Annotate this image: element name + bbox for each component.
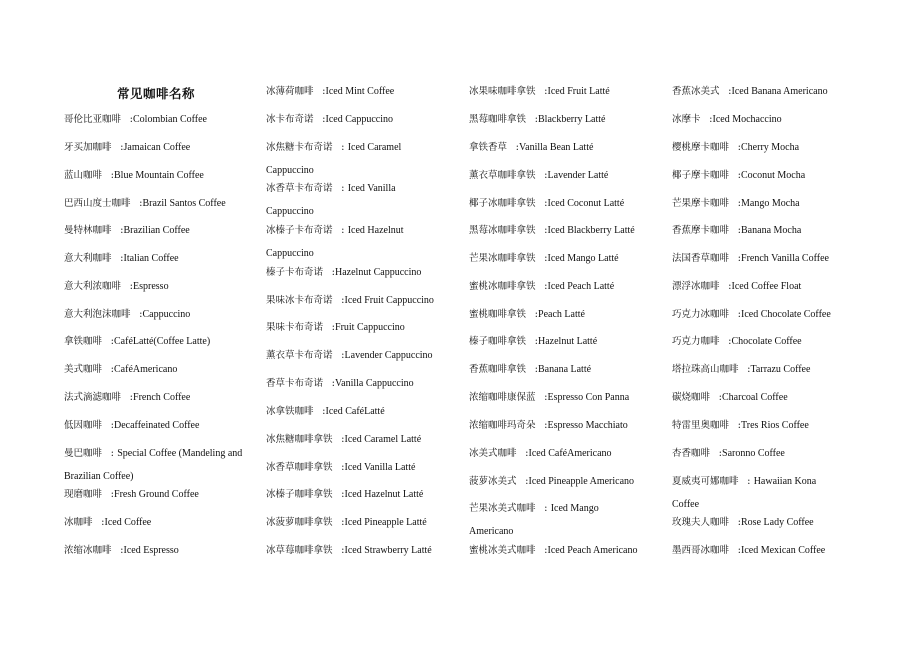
list-item: 薰衣草卡布奇诺 :Lavender Cappuccino — [266, 350, 433, 361]
list-item: 蜜桃冰美式咖啡 :Iced Peach Americano — [469, 545, 638, 556]
list-item: 浓缩冰咖啡 :Iced Espresso — [64, 545, 179, 556]
list-item: 冰果味咖啡拿铁 :Iced Fruit Latté — [469, 86, 610, 97]
list-item: 芒果摩卡咖啡 :Mango Mocha — [672, 198, 800, 209]
list-item: 杏香咖啡 :Saronno Coffee — [672, 448, 785, 459]
list-item: 曼巴咖啡 : Special Coffee (Mandeling and Brazilian Coffee) — [64, 448, 243, 482]
list-item: 现磨咖啡 :Fresh Ground Coffee — [64, 489, 199, 500]
list-item: 菠萝冰美式 :Iced Pineapple Americano — [469, 476, 635, 487]
list-item: 浓缩咖啡玛奇朵 :Espresso Macchiato — [469, 420, 628, 431]
list-item: 冰拿铁咖啡 :Iced CaféLatté — [266, 406, 385, 417]
list-item: 意大利泡沫咖啡 :Cappuccino — [64, 309, 191, 320]
list-item: 拿铁咖啡 :CaféLatté(Coffee Latte) — [64, 336, 211, 347]
list-item: 香蕉冰美式 :Iced Banana Americano — [672, 86, 828, 97]
list-item: 椰子摩卡咖啡 :Coconut Mocha — [672, 170, 806, 181]
list-item: 冰摩卡 :Iced Mochaccino — [672, 114, 782, 125]
list-item: 巧克力咖啡 :Chocolate Coffee — [672, 336, 802, 347]
list-item: 芒果冰咖啡拿铁 :Iced Mango Latté — [469, 253, 619, 264]
list-item: 冰美式咖啡 :Iced CaféAmericano — [469, 448, 612, 459]
list-item: 冰榛子卡布奇诺 : Iced Hazelnut Cappuccino — [266, 225, 404, 259]
list-item: 冰菠萝咖啡拿铁 :Iced Pineapple Latté — [266, 517, 427, 528]
list-item: 碳烧咖啡 :Charcoal Coffee — [672, 392, 788, 403]
list-item: 曼特林咖啡 :Brazilian Coffee — [64, 225, 190, 236]
list-item: 特雷里奥咖啡 :Tres Rios Coffee — [672, 420, 809, 431]
list-item: 冰咖啡 :Iced Coffee — [64, 517, 152, 528]
list-item: 冰榛子咖啡拿铁 :Iced Hazelnut Latté — [266, 489, 424, 500]
list-item: 榛子咖啡拿铁 :Hazelnut Latté — [469, 336, 598, 347]
list-item: 哥伦比亚咖啡 :Colombian Coffee — [64, 114, 207, 125]
list-item: 果味卡布奇诺 :Fruit Cappuccino — [266, 322, 405, 333]
list-item: 蜜桃咖啡拿铁 :Peach Latté — [469, 309, 585, 320]
list-item: 冰草莓咖啡拿铁 :Iced Strawberry Latté — [266, 545, 432, 556]
list-item: 墨西哥冰咖啡 :Iced Mexican Coffee — [672, 545, 826, 556]
list-item: 果味冰卡布奇诺 :Iced Fruit Cappuccino — [266, 295, 434, 306]
list-item: 冰薄荷咖啡 :Iced Mint Coffee — [266, 86, 395, 97]
list-item: 塔拉珠高山咖啡 :Tarrazu Coffee — [672, 364, 811, 375]
list-item: 冰焦糖卡布奇诺 : Iced Caramel Cappuccino — [266, 142, 402, 176]
list-item: 香蕉咖啡拿铁 :Banana Latté — [469, 364, 592, 375]
list-item: 香蕉摩卡咖啡 :Banana Mocha — [672, 225, 802, 236]
list-item: 榛子卡布奇诺 :Hazelnut Cappuccino — [266, 267, 422, 278]
list-item: 法国香草咖啡 :French Vanilla Coffee — [672, 253, 829, 264]
list-item: 冰香草咖啡拿铁 :Iced Vanilla Latté — [266, 462, 416, 473]
list-item: 漂浮冰咖啡 :Iced Coffee Float — [672, 281, 802, 292]
list-item: 夏威夷可娜咖啡 : Hawaiian Kona Coffee — [672, 476, 817, 510]
list-item: 巧克力冰咖啡 :Iced Chocolate Coffee — [672, 309, 831, 320]
list-item: 巴西山度士咖啡 :Brazil Santos Coffee — [64, 198, 226, 209]
list-item: 香草卡布奇诺 :Vanilla Cappuccino — [266, 378, 414, 389]
list-item: 冰焦糖咖啡拿铁 :Iced Caramel Latté — [266, 434, 422, 445]
list-item: 美式咖啡 :CaféAmericano — [64, 364, 178, 375]
list-item: 黑莓冰咖啡拿铁 :Iced Blackberry Latté — [469, 225, 635, 236]
list-item: 玫瑰夫人咖啡 :Rose Lady Coffee — [672, 517, 814, 528]
list-item: 低因咖啡 :Decaffeinated Coffee — [64, 420, 200, 431]
list-item: 法式滴滤咖啡 :French Coffee — [64, 392, 191, 403]
list-item: 冰卡布奇诺 :Iced Cappuccino — [266, 114, 393, 125]
list-item: 浓缩咖啡康保蓝 :Espresso Con Panna — [469, 392, 630, 403]
list-item: 意大利浓咖啡 :Espresso — [64, 281, 169, 292]
page-title: 常见咖啡名称 — [117, 86, 196, 101]
list-item: 黑莓咖啡拿铁 :Blackberry Latté — [469, 114, 606, 125]
list-item: 拿铁香草 :Vanilla Bean Latté — [469, 142, 594, 153]
list-item: 冰香草卡布奇诺 : Iced Vanilla Cappuccino — [266, 183, 396, 217]
list-item: 蓝山咖啡 :Blue Mountain Coffee — [64, 170, 204, 181]
list-item: 牙买加咖啡 :Jamaican Coffee — [64, 142, 191, 153]
list-item: 樱桃摩卡咖啡 :Cherry Mocha — [672, 142, 800, 153]
list-item: 蜜桃冰咖啡拿铁 :Iced Peach Latté — [469, 281, 615, 292]
list-item: 薰衣草咖啡拿铁 :Lavender Latté — [469, 170, 609, 181]
list-item: 椰子冰咖啡拿铁 :Iced Coconut Latté — [469, 198, 625, 209]
list-item: 芒果冰美式咖啡 : Iced Mango Americano — [469, 503, 599, 537]
list-item: 意大利咖啡 :Italian Coffee — [64, 253, 179, 264]
